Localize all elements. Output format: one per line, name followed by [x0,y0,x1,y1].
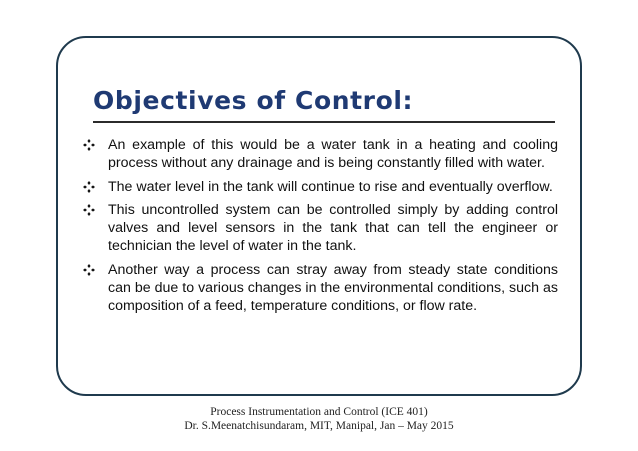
footer-course: Process Instrumentation and Control (ICE 401) [210,406,428,418]
bullet-text: An example of this would be a water tank in a heating and cooling process without any drainage and is being constantly filled with water. [108,137,558,172]
bullet-text: Another way a process can stray away from steady state conditions can be due to various changes in the environmental conditions, such as composition of a feed, temperature conditions, or flow rate. [108,261,558,315]
four-diamond-bullet-icon [83,264,95,276]
four-diamond-bullet-icon [83,204,95,216]
bullet-text: The water level in the tank will continue to rise and eventually overflow. [108,178,553,195]
bullet-item [76,261,558,316]
four-diamond-bullet-icon [83,139,95,151]
bullet-item [76,201,558,256]
bullet-list [76,136,558,321]
slide-title: Objectives of Control: [93,86,414,115]
title-underline [93,121,555,123]
bullet-item [76,178,558,196]
slide-footer [0,405,638,433]
bullet-item [76,136,558,173]
bullet-text: This uncontrolled system can be controlled simply by adding control valves and level sensors in the tank that can tell the engineer or technician the level of water in the tank. [108,201,558,255]
footer-author: Dr. S.Meenatchisundaram, MIT, Manipal, Jan – May 2015 [184,420,454,432]
four-diamond-bullet-icon [83,181,95,193]
